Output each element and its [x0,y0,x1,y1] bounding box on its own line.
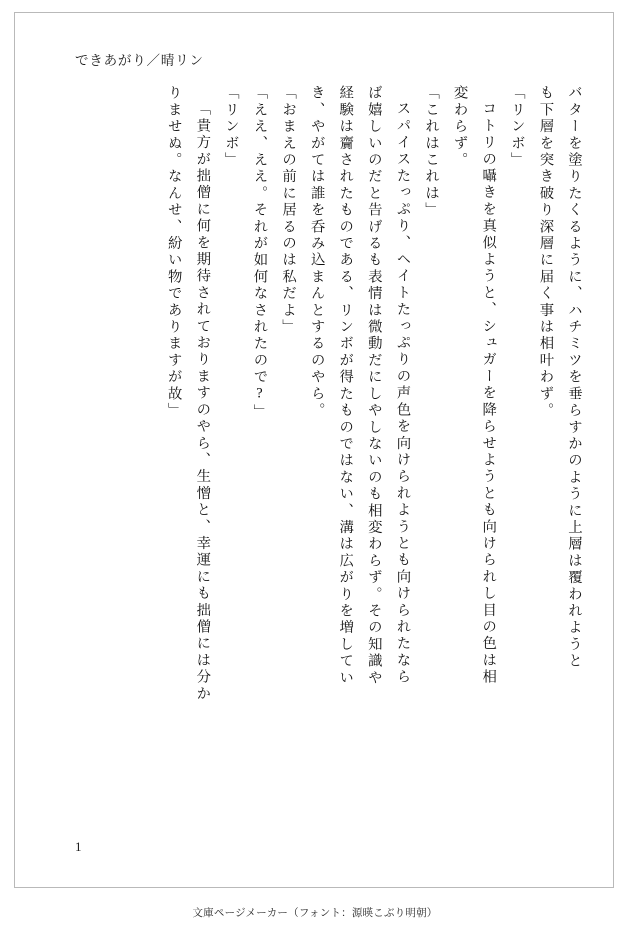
text-line: バターを塗りたくるように、ハチミツを垂らすかのように上層は覆われようと [566,85,582,670]
text-line: 変わらず。 [451,85,468,169]
footer-credit: 文庫ページメーカー（フォント：源暎こぶり明朝） [192,908,438,919]
text-line: コトリの囁きを真似ようと、シュガーを降らせようとも向けられし目の色は相 [480,101,497,686]
text-line: 経験は齎されたものである、リンボが得たものではない、溝は広がりを増してい [337,85,354,687]
vertical-text-body [53,85,581,785]
text-line: 「おまえの前に居るのは私だよ」 [280,85,297,336]
text-line: 「これはこれは」 [423,85,440,219]
text-line: 「貴方が拙僧に何を期待されておりますのやら、生憎と、幸運にも拙僧には分か [194,101,211,703]
text-line: ば嬉しいのだと告げるも表情は微動だにしやしないのも相変わらず。その知識や [365,85,382,687]
text-line: 「リンボ」 [222,85,239,169]
text-line: 「リンボ」 [508,85,525,169]
page-sheet [14,12,614,888]
page-number: 1 [75,839,82,854]
text-line: き、やがては誰を呑み込まんとするのやら。 [308,85,325,420]
text-line: も下層を突き破り深層に届く事は相叶わず。 [537,85,554,420]
page-header-title: できあがり／晴リン [75,53,204,68]
text-line: りませぬ。なんせ、紛い物でありますが故」 [165,85,182,420]
text-line: 「ええ、ええ。それが如何なされたので?」 [251,85,268,421]
text-line: スパイスたっぷり、ヘイトたっぷりの声色を向けられようとも向けられたなら [394,101,411,686]
